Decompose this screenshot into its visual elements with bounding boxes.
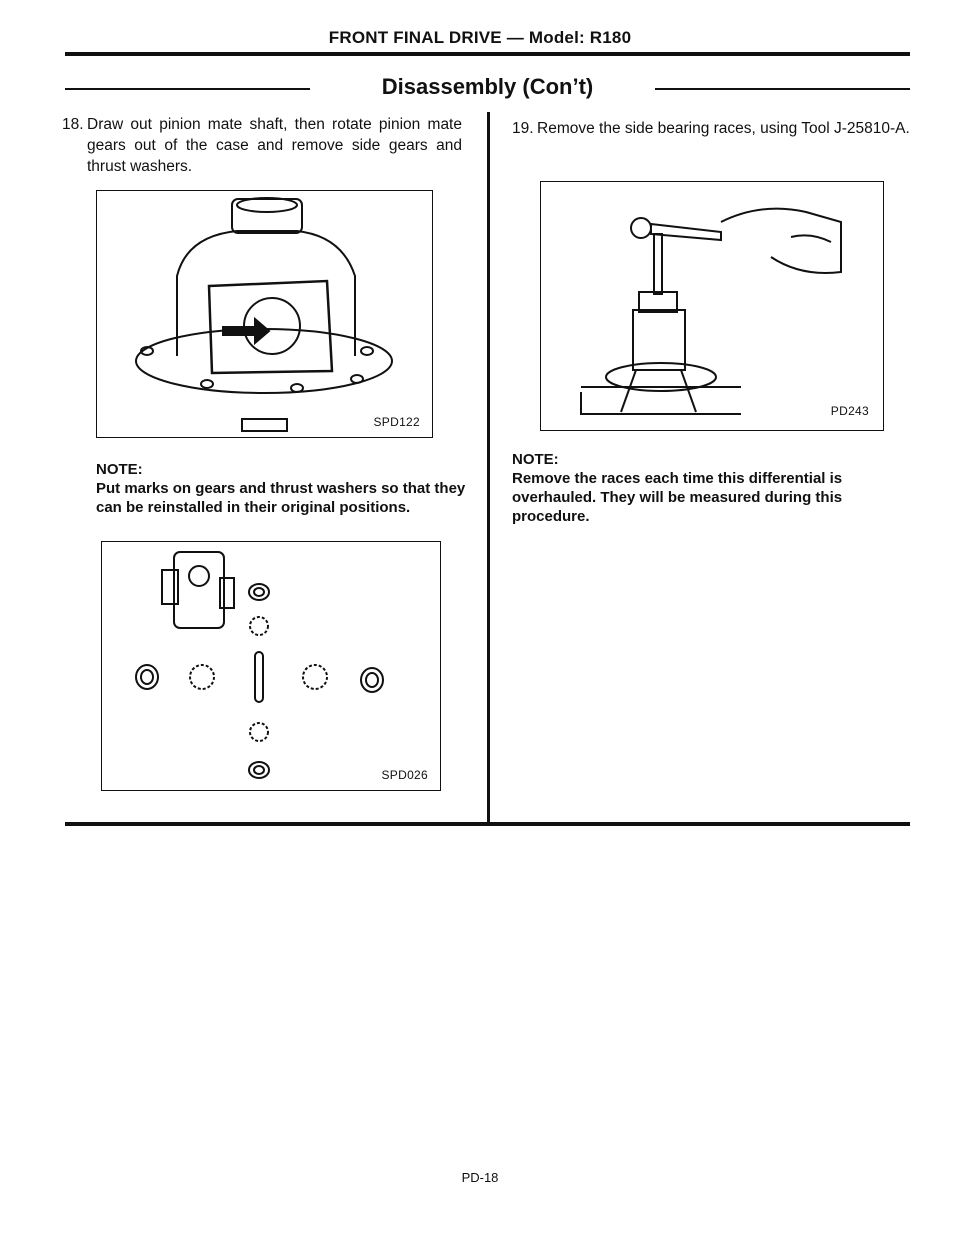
- step-text: Draw out pinion mate shaft, then rotate pinion mate gears out of the case and remove side gears and thrust washers.: [87, 116, 462, 175]
- step-18: [62, 114, 462, 184]
- section-title: Disassembly (Con’t): [381, 74, 594, 99]
- header-rule: [65, 52, 910, 56]
- note-text: Remove the races each time this differential is overhauled. They will be measured during this procedure.: [512, 470, 843, 525]
- step-text: Remove the side bearing races, using Tool J-25810-A.: [537, 120, 910, 137]
- differential-case-illustration: [97, 191, 431, 436]
- figure-code: SPD026: [381, 768, 428, 782]
- bearing-race-removal-illustration: [541, 182, 882, 429]
- page-header-title: FRONT FINAL DRIVE — Model: R180: [328, 28, 632, 47]
- step-number: 19.: [512, 120, 534, 137]
- figure-bearing-race-removal: [540, 181, 884, 431]
- note-left: [96, 460, 481, 517]
- section-heading: [65, 74, 910, 104]
- note-text: Put marks on gears and thrust washers so that they can be reinstalled in their original positions.: [96, 480, 466, 516]
- note-label: NOTE:: [512, 451, 559, 468]
- figure-code: PD243: [830, 404, 869, 418]
- step-number: 18.: [62, 116, 84, 133]
- footer-rule: [65, 822, 910, 826]
- note-right: [512, 450, 910, 526]
- step-19: [512, 118, 910, 168]
- exploded-parts-illustration: [102, 542, 439, 789]
- section-rule-right: [655, 88, 910, 90]
- figure-differential-case: [96, 190, 433, 438]
- figure-code: SPD122: [373, 415, 420, 429]
- figure-exploded-parts: [101, 541, 441, 791]
- column-divider: [487, 112, 490, 824]
- page-number: PD-18: [461, 1170, 499, 1185]
- note-label: NOTE:: [96, 461, 143, 478]
